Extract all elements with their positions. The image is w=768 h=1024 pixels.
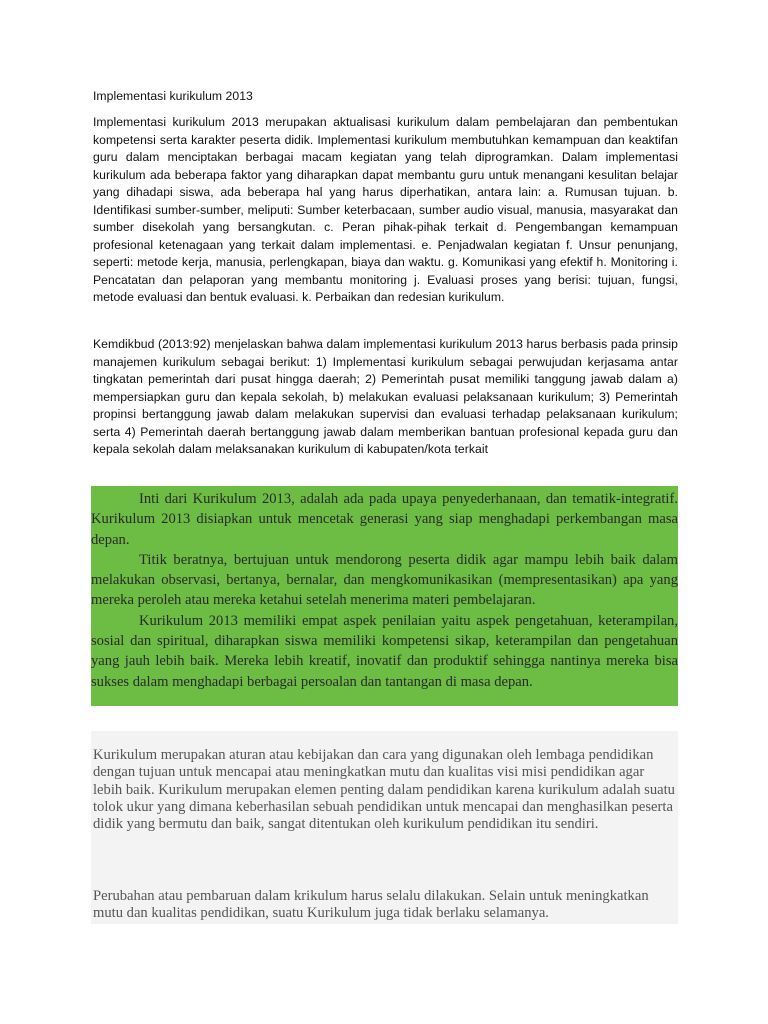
document-title: Implementasi kurikulum 2013 <box>93 89 253 103</box>
quote-paragraph-1: Kurikulum merupakan aturan atau kebijakan dan cara yang digunakan oleh lembaga pendidikan dengan tujuan untuk mencapai atau meningkatkan mutu dan kualitas visi misi pendidikan agar lebih baik. Kurikulum merupakan elemen penting dalam pendidikan karena kurikulum adalah suatu tolok ukur yang dimana keberhasilan sebuah pendidikan untuk mencapai dan menghasilkan peserta didik yang bermutu dan baik, sangat ditentukan oleh kurikulum pendidikan itu sendiri. <box>93 747 675 833</box>
quote-paragraph-2: Perubahan atau pembaruan dalam krikulum harus selalu dilakukan. Selain untuk meningkatkan mutu dan kualitas pendidikan, suatu Kurikulum juga tidak berlaku selamanya. <box>93 888 649 922</box>
highlight-paragraph-2: Titik beratnya, bertujuan untuk mendorong peserta didik agar mampu lebih baik dalam melakukan observasi, bertanya, bernalar, dan mengkomunikasikan (mempresentasikan) apa yang mereka peroleh atau mereka ketahui setelah menerima materi pembelajaran. <box>91 551 678 609</box>
body-paragraph-2: Kemdikbud (2013:92) menjelaskan bahwa dalam implementasi kurikulum 2013 harus berbasis pada prinsip manajemen kurikulum sebagai berikut: 1) Implementasi kurikulum sebagai perwujudan kerjasama antar tingkatan pemerintah dari pusat hingga daerah; 2) Pemerintah pusat memiliki tanggung jawab dalam a) mempersiapkan guru dan kepala sekolah, b) melakukan evaluasi pelaksanaan kurikulum; 3) Pemerintah propinsi bertanggung jawab dalam melakukan supervisi dan evaluasi terhadap pelaksanaan kurikulum; serta 4) Pemerintah daerah bertanggung jawab dalam memberikan bantuan profesional kepada guru dan kepala sekolah dalam melaksanakan kurikulum di kabupaten/kota terkait <box>93 337 678 456</box>
body-paragraph-1: Implementasi kurikulum 2013 merupakan aktualisasi kurikulum dalam pembelajaran dan pembentukan kompetensi serta karakter peserta didik. Implementasi kurikulum membutuhkan kemampuan dan keaktifan guru dalam menciptakan berbagai macam kegiatan yang telah diprogramkan. Dalam implementasi kurikulum ada beberapa faktor yang diharapkan dapat membantu guru untuk menangani kesulitan belajar yang dihadapi siswa, ada beberapa hal yang harus diperhatikan, antara lain: a. Rumusan tujuan. b. Identifikasi sumber-sumber, meliputi: Sumber keterbacaan, sumber audio visual, manusia, masyarakat dan sumber disekolah yang bersangkutan. c. Peran pihak-pihak terkait d. Pengembangan kemampuan profesional ketenagaan yang terkait dalam implementasi. e. Penjadwalan kegiatan f. Unsur penunjang, seperti: metode kerja, manusia, perlengkapan, biaya dan waktu. g. Komunikasi yang efektif h. Monitoring i. Pencatatan dan pelaporan yang membantu monitoring j. Evaluasi proses yang berisi: tujuan, fungsi, metode evaluasi dan bentuk evaluasi. k. Perbaikan dan redesian kurikulum. <box>93 115 678 304</box>
highlight-paragraph-1: Inti dari Kurikulum 2013, adalah ada pada upaya penyederhanaan, dan tematik-integratif. Kurikulum 2013 disiapkan untuk mencetak generasi yang siap menghadapi perkembangan masa depan. <box>91 491 678 548</box>
highlight-box <box>91 486 678 706</box>
highlight-text <box>91 489 678 692</box>
highlight-paragraph-3: Kurikulum 2013 memiliki empat aspek penilaian yaitu aspek pengetahuan, keterampilan, sosial dan spiritual, diharapkan siswa memiliki kompetensi sikap, keterampilan dan pengetahuan yang jauh lebih baik. Mereka lebih kreatif, inovatif dan produktif sehingga nantinya mereka bisa sukses dalam menghadapi berbagai persoalan dan tantangan di masa depan. <box>91 612 678 690</box>
quote-box <box>91 731 678 924</box>
